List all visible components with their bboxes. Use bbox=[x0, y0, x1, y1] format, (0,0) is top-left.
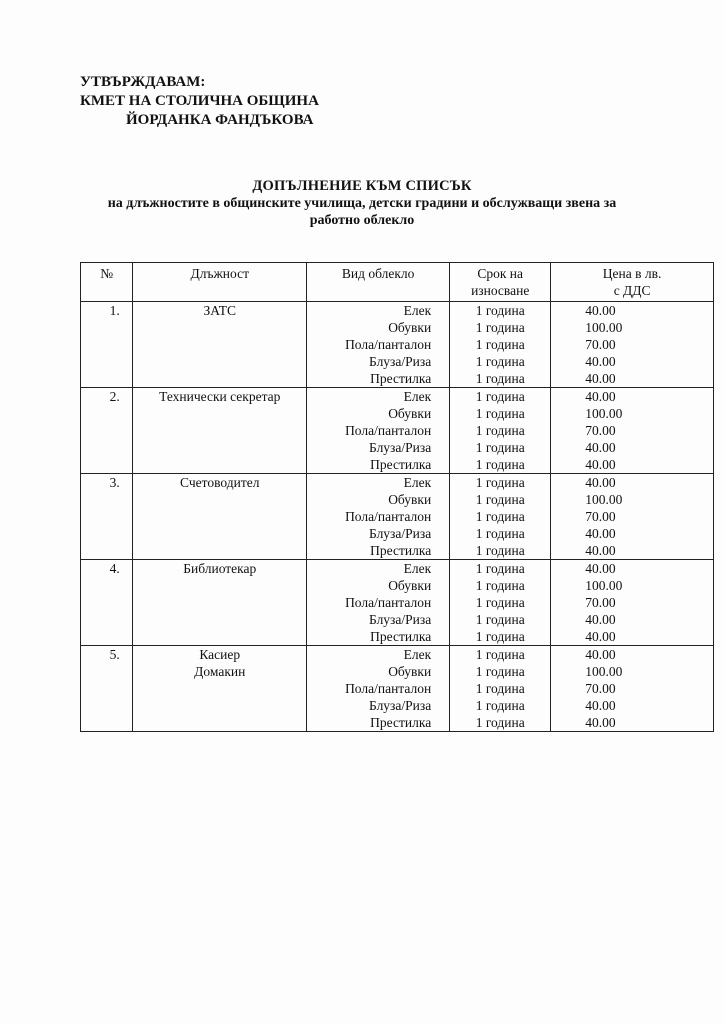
wear-term: 1 година bbox=[475, 389, 525, 404]
clothing-type-cell bbox=[307, 560, 450, 646]
wear-term: 1 година bbox=[475, 320, 525, 335]
position-name: Домакин bbox=[194, 664, 246, 679]
wear-term: 1 година bbox=[475, 406, 525, 421]
row-number: 1. bbox=[81, 302, 133, 388]
clothing-type: Елек bbox=[403, 647, 432, 662]
clothing-type: Обувки bbox=[388, 406, 432, 421]
document-title-block bbox=[0, 178, 724, 229]
approval-line-3: ЙОРДАНКА ФАНДЪКОВА bbox=[126, 112, 314, 128]
clothing-type: Обувки bbox=[388, 664, 432, 679]
wear-term: 1 година bbox=[475, 526, 525, 541]
table-row bbox=[81, 388, 714, 474]
price-value: 40.00 bbox=[585, 371, 616, 386]
clothing-type-cell bbox=[307, 646, 450, 732]
price-value: 40.00 bbox=[585, 389, 616, 404]
position-cell bbox=[133, 646, 307, 732]
price-value: 40.00 bbox=[585, 561, 616, 576]
wear-term: 1 година bbox=[475, 303, 525, 318]
table-row bbox=[81, 302, 714, 388]
term-cell bbox=[450, 646, 551, 732]
position-name: ЗАТС bbox=[203, 303, 237, 318]
clothing-type: Пола/панталон bbox=[345, 595, 432, 610]
wear-term: 1 година bbox=[475, 457, 525, 472]
clothing-type: Престилка bbox=[370, 715, 432, 730]
price-value: 100.00 bbox=[585, 320, 623, 335]
clothing-type: Престилка bbox=[370, 371, 432, 386]
price-value: 40.00 bbox=[585, 440, 616, 455]
wear-term: 1 година bbox=[475, 664, 525, 679]
price-value: 40.00 bbox=[585, 303, 616, 318]
wear-term: 1 година bbox=[475, 543, 525, 558]
price-value: 40.00 bbox=[585, 715, 616, 730]
price-value: 40.00 bbox=[585, 629, 616, 644]
document-subtitle-line-1: на длъжностите в общинските училища, детски градини и обслужващи звена за bbox=[107, 196, 617, 211]
position-name: Счетоводител bbox=[180, 475, 260, 490]
position-name: Касиер bbox=[199, 647, 241, 662]
wear-term: 1 година bbox=[475, 440, 525, 455]
price-value: 100.00 bbox=[585, 406, 623, 421]
wear-term: 1 година bbox=[475, 681, 525, 696]
price-value: 100.00 bbox=[585, 664, 623, 679]
row-number: 3. bbox=[81, 474, 133, 560]
price-value: 70.00 bbox=[585, 423, 616, 438]
clothing-type: Обувки bbox=[388, 492, 432, 507]
approval-block bbox=[80, 73, 319, 130]
price-value: 40.00 bbox=[585, 526, 616, 541]
wear-term: 1 година bbox=[475, 423, 525, 438]
price-cell bbox=[551, 560, 714, 646]
approval-line-2: КМЕТ НА СТОЛИЧНА ОБЩИНА bbox=[80, 93, 319, 109]
price-value: 70.00 bbox=[585, 681, 616, 696]
wear-term: 1 година bbox=[475, 337, 525, 352]
header-price-line-1: Цена в лв. bbox=[602, 266, 662, 281]
table-row bbox=[81, 646, 714, 732]
header-term bbox=[450, 263, 551, 302]
position-name: Технически секретар bbox=[159, 389, 281, 404]
clothing-type: Обувки bbox=[388, 320, 432, 335]
clothing-type: Пола/панталон bbox=[345, 681, 432, 696]
document-subtitle-line-2: работно облекло bbox=[309, 213, 415, 228]
document-title: ДОПЪЛНЕНИЕ КЪМ СПИСЪК bbox=[252, 178, 472, 194]
position-cell bbox=[133, 388, 307, 474]
header-term-line-1: Срок на bbox=[477, 266, 524, 281]
clothing-type: Обувки bbox=[388, 578, 432, 593]
row-number: 4. bbox=[81, 560, 133, 646]
clothing-type-cell bbox=[307, 388, 450, 474]
price-value: 100.00 bbox=[585, 492, 623, 507]
wear-term: 1 година bbox=[475, 509, 525, 524]
term-cell bbox=[450, 560, 551, 646]
clothing-type: Пола/панталон bbox=[345, 337, 432, 352]
table-row bbox=[81, 560, 714, 646]
wear-term: 1 година bbox=[475, 715, 525, 730]
wear-term: 1 година bbox=[475, 629, 525, 644]
wear-term: 1 година bbox=[475, 612, 525, 627]
wear-term: 1 година bbox=[475, 595, 525, 610]
price-value: 70.00 bbox=[585, 595, 616, 610]
clothing-type-cell bbox=[307, 302, 450, 388]
row-number: 5. bbox=[81, 646, 133, 732]
header-term-line-2: износване bbox=[471, 283, 530, 298]
wear-term: 1 година bbox=[475, 475, 525, 490]
clothing-type: Елек bbox=[403, 303, 432, 318]
clothing-type: Блуза/Риза bbox=[369, 526, 432, 541]
clothing-type: Пола/панталон bbox=[345, 423, 432, 438]
price-value: 70.00 bbox=[585, 337, 616, 352]
wear-term: 1 година bbox=[475, 561, 525, 576]
wear-term: 1 година bbox=[475, 371, 525, 386]
wear-term: 1 година bbox=[475, 578, 525, 593]
clothing-type: Престилка bbox=[370, 543, 432, 558]
position-cell bbox=[133, 302, 307, 388]
approval-line-1: УТВЪРЖДАВАМ: bbox=[80, 74, 206, 90]
clothing-table bbox=[80, 262, 714, 732]
header-clothing: Вид облекло bbox=[307, 263, 450, 302]
price-value: 70.00 bbox=[585, 509, 616, 524]
clothing-type: Блуза/Риза bbox=[369, 440, 432, 455]
price-value: 40.00 bbox=[585, 543, 616, 558]
price-cell bbox=[551, 388, 714, 474]
price-value: 40.00 bbox=[585, 647, 616, 662]
header-num: № bbox=[81, 263, 133, 302]
clothing-type: Блуза/Риза bbox=[369, 354, 432, 369]
header-price-line-2: с ДДС bbox=[613, 283, 651, 298]
clothing-type-cell bbox=[307, 474, 450, 560]
clothing-type: Блуза/Риза bbox=[369, 612, 432, 627]
price-value: 100.00 bbox=[585, 578, 623, 593]
clothing-type: Блуза/Риза bbox=[369, 698, 432, 713]
wear-term: 1 година bbox=[475, 354, 525, 369]
wear-term: 1 година bbox=[475, 698, 525, 713]
price-value: 40.00 bbox=[585, 698, 616, 713]
position-cell bbox=[133, 474, 307, 560]
clothing-type: Престилка bbox=[370, 629, 432, 644]
term-cell bbox=[450, 388, 551, 474]
clothing-type: Елек bbox=[403, 475, 432, 490]
table-row bbox=[81, 474, 714, 560]
header-price bbox=[551, 263, 714, 302]
row-number: 2. bbox=[81, 388, 133, 474]
position-name: Библиотекар bbox=[183, 561, 257, 576]
price-cell bbox=[551, 646, 714, 732]
header-position: Длъжност bbox=[133, 263, 307, 302]
clothing-type: Престилка bbox=[370, 457, 432, 472]
term-cell bbox=[450, 302, 551, 388]
clothing-type: Елек bbox=[403, 389, 432, 404]
clothing-type: Елек bbox=[403, 561, 432, 576]
price-value: 40.00 bbox=[585, 457, 616, 472]
clothing-type: Пола/панталон bbox=[345, 509, 432, 524]
price-value: 40.00 bbox=[585, 612, 616, 627]
term-cell bbox=[450, 474, 551, 560]
price-value: 40.00 bbox=[585, 354, 616, 369]
table-body bbox=[81, 302, 714, 732]
price-cell bbox=[551, 474, 714, 560]
position-cell bbox=[133, 560, 307, 646]
wear-term: 1 година bbox=[475, 492, 525, 507]
wear-term: 1 година bbox=[475, 647, 525, 662]
price-value: 40.00 bbox=[585, 475, 616, 490]
table-header-row bbox=[81, 263, 714, 302]
price-cell bbox=[551, 302, 714, 388]
